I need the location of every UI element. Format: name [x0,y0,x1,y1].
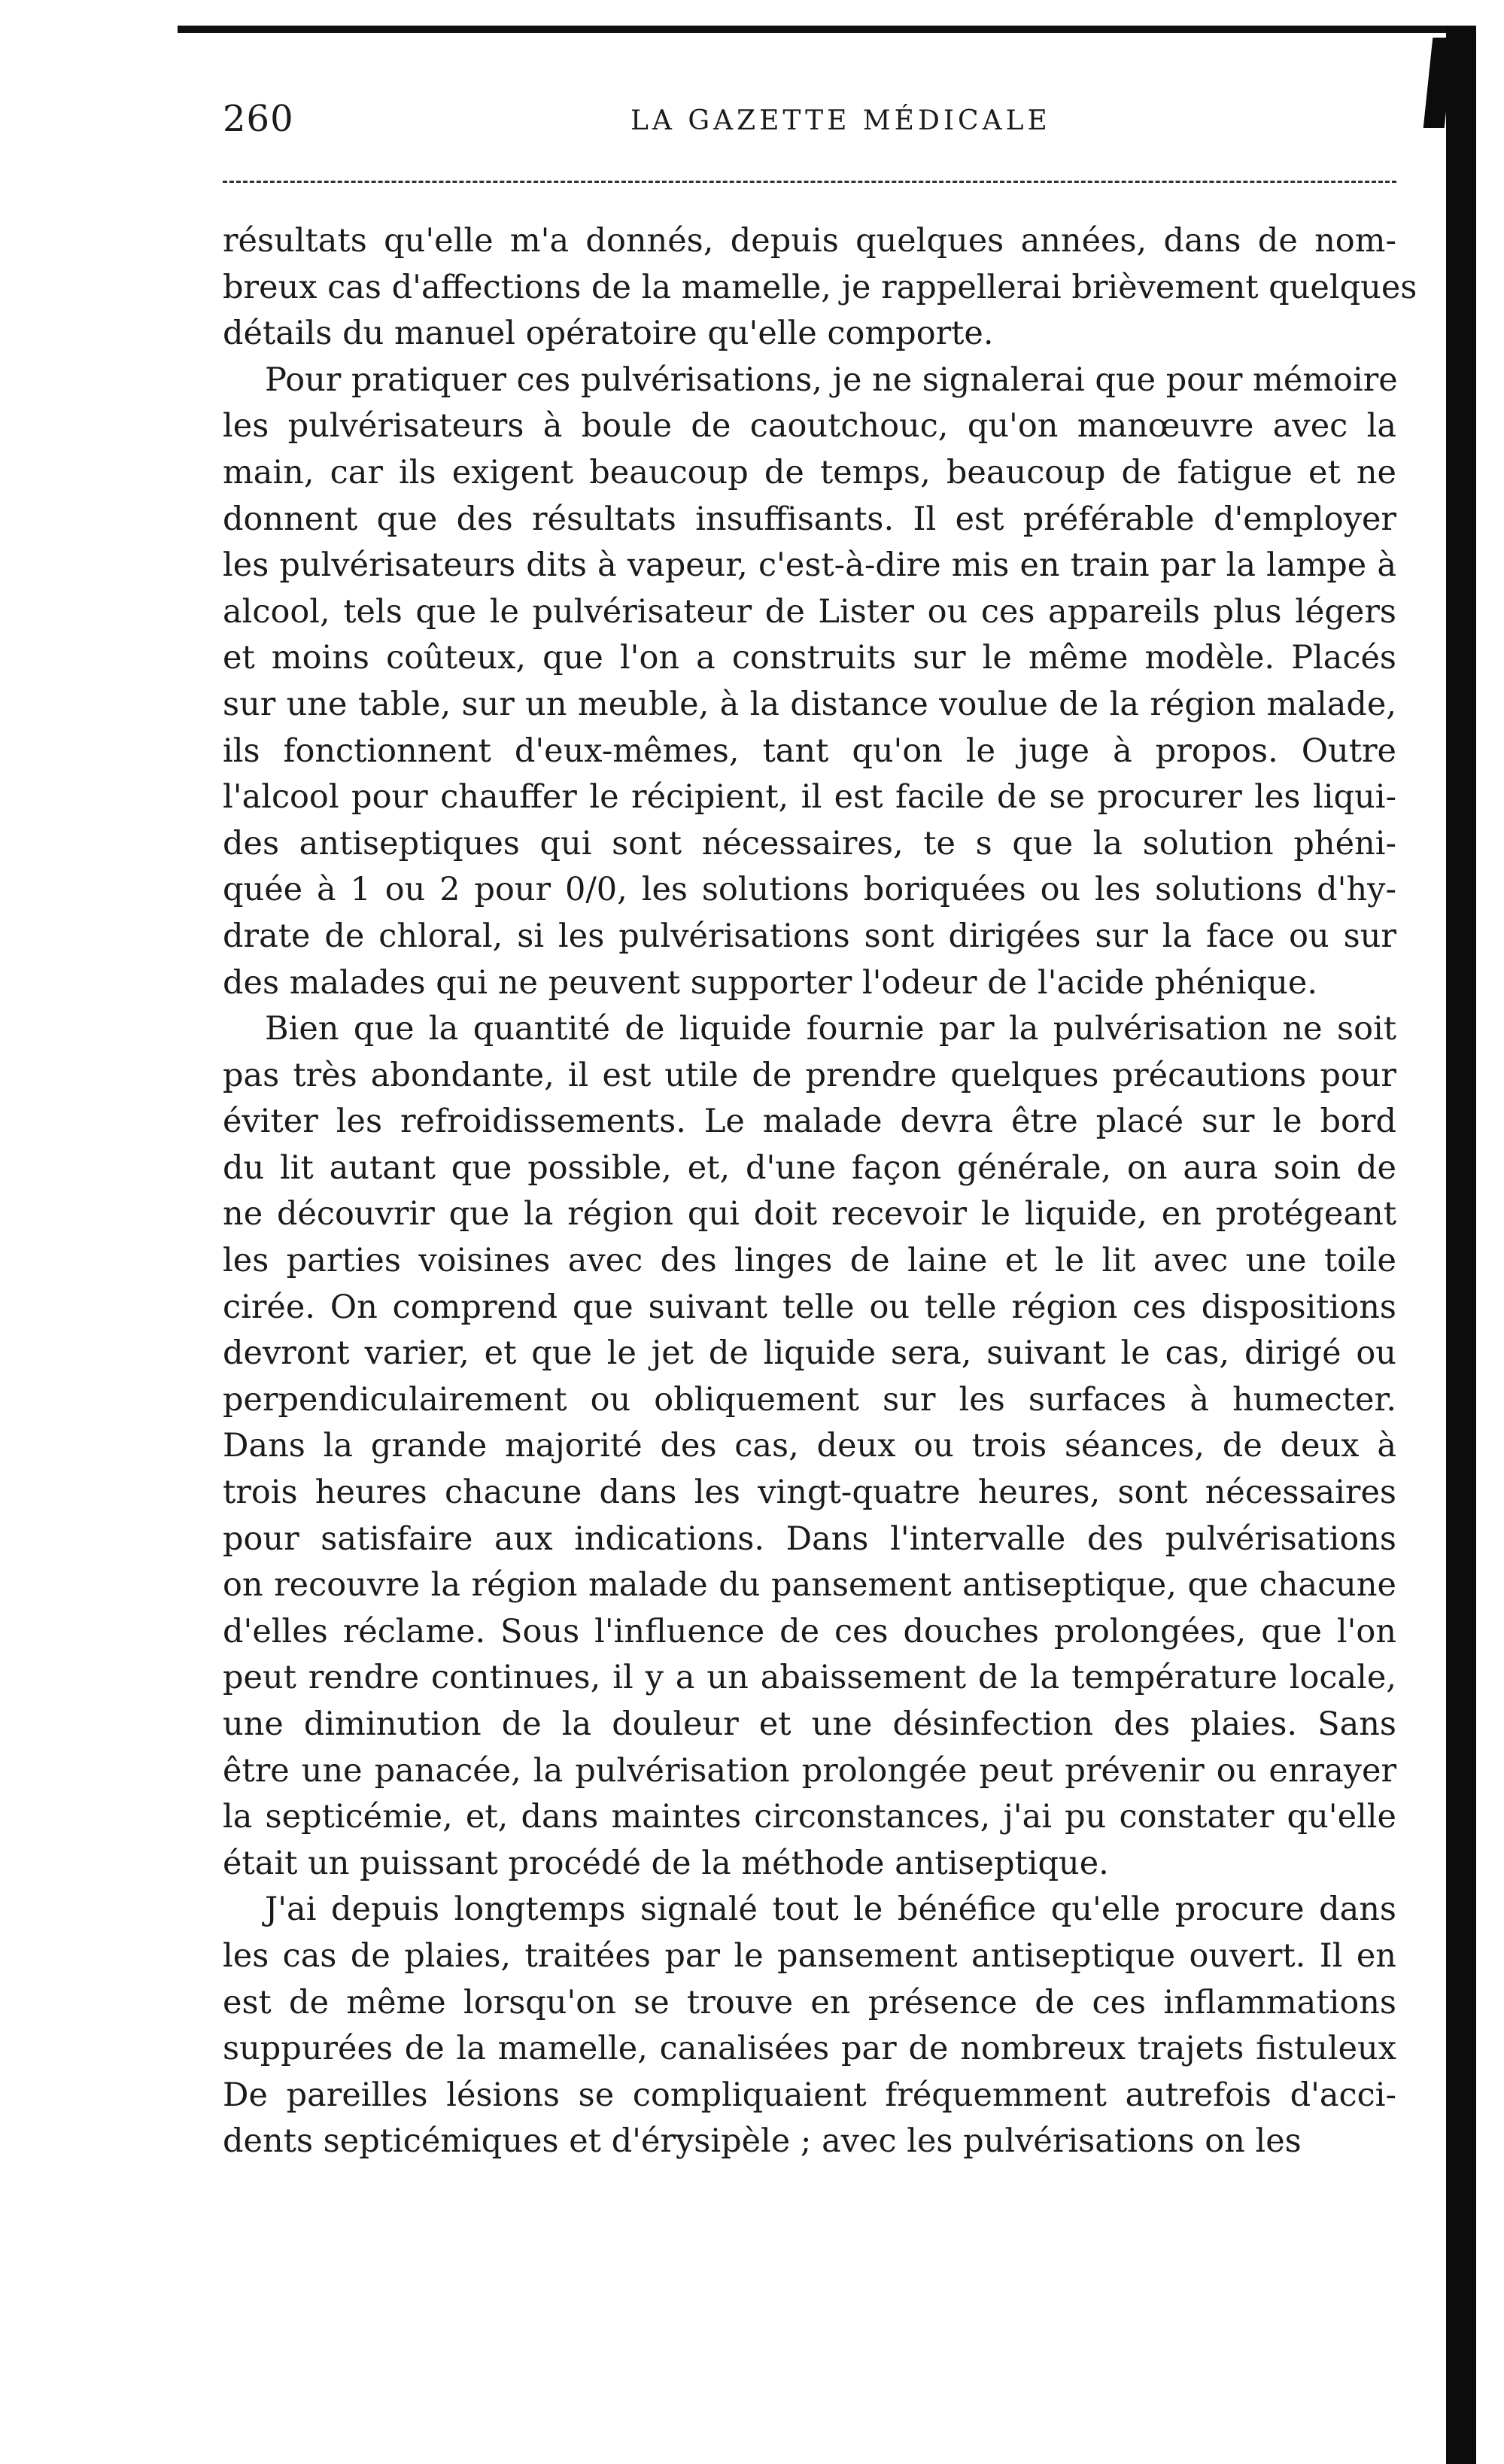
text-line: suppurées de la mamelle, canalisées par de nombreux trajets fistuleux [223,2030,1396,2068]
text-line: De pareilles lésions se compliquaient fréquemment autrefois d'acci- [223,2076,1396,2114]
paragraph [223,218,1417,357]
text-line: les pulvérisateurs à boule de caoutchouc, qu'on manœuvre avec la [223,407,1396,446]
text-line: dents septicémiques et d'érysipèle ; avec les pulvérisations on les [223,2122,1302,2161]
text-line: résultats qu'elle m'a donnés, depuis quelques années, dans de nom- [223,222,1396,260]
scan-top-border [178,26,1449,33]
text-line: ne découvrir que la région qui doit recevoir le liquide, en protégeant [223,1195,1396,1234]
text-line: quée à 1 ou 2 pour 0/0, les solutions boriquées ou les solutions d'hy- [223,871,1396,909]
text-line: l'alcool pour chauffer le récipient, il est facile de se procurer les liqui- [223,778,1396,817]
text-line: cirée. On comprend que suivant telle ou telle région ces dispositions [223,1288,1396,1326]
text-line: breux cas d'affections de la mamelle, je rappellerai brièvement quelques [223,268,1417,306]
running-title: LA GAZETTE MÉDICALE [630,105,1051,136]
text-line: perpendiculairement ou obliquement sur les surfaces à humecter. [223,1380,1396,1419]
text-line: d'elles réclame. Sous l'influence de ces douches prolongées, que l'on [223,1612,1396,1650]
paragraph [223,1887,1396,2165]
paragraph [223,1006,1396,1887]
text-line: peut rendre continues, il y a un abaissement de la température locale, [223,1659,1396,1697]
text-line: et moins coûteux, que l'on a construits sur le même modèle. Placés [223,639,1396,677]
text-line: J'ai depuis longtemps signalé tout le bénéfice qu'elle procure dans [265,1891,1396,1929]
text-line: Pour pratiquer ces pulvérisations, je ne signalerai que pour mémoire [265,360,1398,399]
text-line: pas très abondante, il est utile de prendre quelques précautions pour [223,1056,1396,1094]
text-line: alcool, tels que le pulvérisateur de Lister ou ces appareils plus légers [223,592,1396,631]
page-number: 260 [223,98,294,140]
text-line: des antiseptiques qui sont nécessaires, te s que la solution phéni- [223,824,1396,862]
text-line: était un puissant procédé de la méthode antiseptique. [223,1844,1109,1882]
text-line: la septicémie, et, dans maintes circonstances, j'ai pu constater qu'elle [223,1798,1396,1836]
text-line: éviter les refroidissements. Le malade devra être placé sur le bord [223,1103,1396,1141]
text-line: est de même lorsqu'on se trouve en présence de ces inflammations [223,1983,1396,2021]
text-line: les parties voisines avec des linges de laine et le lit avec une toile [223,1242,1396,1280]
body-text [223,218,1417,2165]
text-line: Bien que la quantité de liquide fournie par la pulvérisation ne soit [265,1010,1396,1048]
text-line: du lit autant que possible, et, d'une façon générale, on aura soin de [223,1148,1396,1187]
text-line: les cas de plaies, traitées par le pansement antiseptique ouvert. Il en [223,1936,1396,1975]
text-line: ils fonctionnent d'eux-mêmes, tant qu'on le juge à propos. Outre [223,732,1396,770]
text-line: main, car ils exigent beaucoup de temps, beaucoup de fatigue et ne [223,453,1396,491]
text-line: détails du manuel opératoire qu'elle comporte. [223,315,994,353]
text-line: devront varier, et que le jet de liquide sera, suivant le cas, dirigé ou [223,1334,1396,1373]
paragraph [223,357,1396,1006]
text-line: drate de chloral, si les pulvérisations sont dirigées sur la face ou sur [223,917,1396,955]
text-line: les pulvérisateurs dits à vapeur, c'est-à-dire mis en train par la lampe à [223,546,1396,585]
text-line: pour satisfaire aux indications. Dans l'intervalle des pulvérisations [223,1519,1396,1558]
text-line: des malades qui ne peuvent supporter l'odeur de l'acide phénique. [223,963,1318,1002]
text-line: trois heures chacune dans les vingt-quatre heures, sont nécessaires [223,1474,1396,1512]
text-line: on recouvre la région malade du pansement antiseptique, que chacune [223,1566,1396,1605]
text-line: Dans la grande majorité des cas, deux ou trois séances, de deux à [223,1427,1396,1465]
text-line: sur une table, sur un meuble, à la distance voulue de la région malade, [223,685,1396,723]
text-line: donnent que des résultats insuffisants. Il est préférable d'employer [223,500,1396,538]
text-line: être une panacée, la pulvérisation prolongée peut prévenir ou enrayer [223,1751,1396,1790]
scan-spine-shadow [1446,26,1476,2464]
text-line: une diminution de la douleur et une désinfection des plaies. Sans [223,1705,1396,1743]
header-rule [223,181,1396,183]
